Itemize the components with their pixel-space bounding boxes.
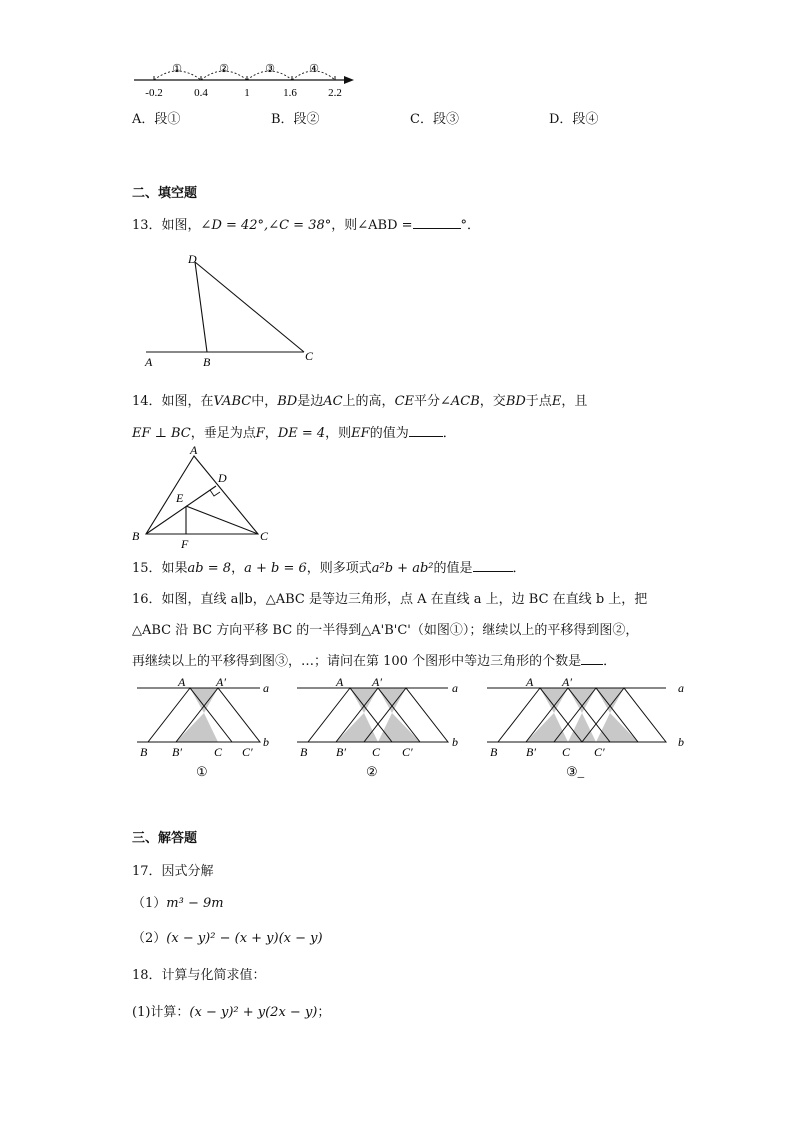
number-line-figure: [130, 58, 360, 102]
segment-label: ④: [309, 63, 319, 75]
option-d: D．段④: [549, 112, 599, 127]
label-b: B: [132, 529, 140, 543]
label-b-prime: B′: [172, 745, 182, 759]
triangle-figure-14: [130, 444, 280, 552]
label-c-prime: C′: [594, 745, 605, 759]
math: VABC: [213, 394, 252, 409]
question-17-part2: [132, 927, 323, 946]
math: F: [255, 426, 265, 441]
math: m³ − 9m: [166, 896, 224, 911]
text: ，: [231, 561, 245, 576]
translation-figure-3: [482, 675, 692, 779]
label-f: F: [181, 537, 189, 551]
q13-ask: ，则∠ABD =: [331, 218, 413, 233]
label-c: C: [562, 745, 571, 759]
text: 平分: [414, 394, 441, 409]
tick-label: 0.4: [194, 87, 208, 99]
tick-label: 1.6: [283, 87, 297, 99]
option-b: B．段②: [271, 112, 320, 127]
label-line-a: a: [678, 681, 684, 695]
text: 中，: [251, 394, 278, 409]
math: ab = 8: [187, 561, 232, 576]
text: 是边: [297, 394, 324, 409]
math: EF ⊥ BC: [132, 426, 191, 441]
label-b: B: [300, 745, 308, 759]
question-16-line3: [132, 650, 616, 669]
text: ，则多项式: [306, 561, 372, 576]
label-d: D: [188, 252, 197, 266]
label-line-a: a: [263, 681, 269, 695]
label-d: D: [218, 471, 227, 485]
section-title-fill-in: 二、填空题: [132, 186, 198, 201]
figure-caption: ①: [196, 764, 208, 779]
tick-label: -0.2: [145, 87, 163, 99]
math: (x − y)² − (x + y)(x − y): [166, 931, 323, 946]
segment-label: ②: [219, 63, 229, 75]
option-a: A．段①: [132, 112, 181, 127]
segment-label: ③: [265, 63, 275, 75]
question-14-line1: [132, 390, 587, 409]
label-c-prime: C′: [402, 745, 413, 759]
text: 的值为: [369, 426, 409, 441]
math: ∠ACB: [440, 394, 480, 409]
math: EF: [351, 426, 370, 441]
segment-label: ①: [172, 63, 182, 75]
label-b-prime: B′: [336, 745, 346, 759]
tick-label: 1: [244, 87, 250, 99]
math: BD: [505, 394, 526, 409]
question-17-title: 17．因式分解: [132, 864, 214, 879]
math: E: [551, 394, 562, 409]
label-b: B: [203, 355, 211, 369]
question-18-title: 18．计算与化简求值：: [132, 968, 266, 983]
q13-given: ∠D = 42°,∠C = 38°: [200, 218, 332, 233]
number-line-arrow: [344, 76, 354, 84]
text: ，垂足为点: [190, 426, 256, 441]
text: ．: [442, 426, 456, 441]
math: AC: [323, 394, 343, 409]
text: ，且: [561, 394, 588, 409]
text: 上的高，: [342, 394, 395, 409]
label-line-b: b: [263, 735, 269, 749]
label-line-b: b: [678, 735, 684, 749]
label-a: A: [526, 675, 534, 689]
math: (x − y)² + y(2x − y): [189, 1005, 318, 1020]
translation-figure-1: [132, 675, 282, 779]
q13-prefix: 13．如图，: [132, 218, 201, 233]
question-15: [132, 557, 526, 576]
question-14-line2: [132, 422, 456, 441]
question-16-line2: △ABC 沿 BC 方向平移 BC 的一半得到△A'B'C'（如图①）；继续以上的平移得到图②，: [132, 623, 639, 638]
answer-blank: [473, 559, 513, 572]
question-16-line1: 16．如图，直线 a∥b，△ABC 是等边三角形，点 A 在直线 a 上，边 BC 在直线 b 上，把: [132, 592, 648, 607]
question-18-part1: [132, 1001, 330, 1020]
math: BD: [277, 394, 298, 409]
label-a: A: [190, 443, 198, 457]
question-17-part1: [132, 892, 224, 911]
text: （1）: [132, 896, 167, 911]
label-c-prime: C′: [242, 745, 253, 759]
text: 的值是: [433, 561, 473, 576]
text: (1)计算：: [132, 1005, 190, 1020]
label-e: E: [176, 491, 184, 505]
question-13: [132, 214, 480, 233]
text: 于点: [525, 394, 552, 409]
option-c: C．段③: [410, 112, 459, 127]
figure-caption: ③_: [566, 764, 585, 779]
label-c: C: [214, 745, 223, 759]
math: a²b + ab²: [371, 561, 434, 576]
math: DE = 4: [277, 426, 326, 441]
triangle-figure-13: [140, 250, 330, 370]
label-b: B: [490, 745, 498, 759]
text: （2）: [132, 931, 167, 946]
text: 再继续以上的平移得到图③，…；请问在第 100 个图形中等边三角形的个数是: [132, 654, 582, 669]
label-line-a: a: [452, 681, 458, 695]
answer-blank: [581, 652, 603, 665]
label-c: C: [372, 745, 381, 759]
label-a: A: [178, 675, 186, 689]
label-b: B: [140, 745, 148, 759]
math: CE: [394, 394, 414, 409]
label-a-prime: A′: [372, 675, 382, 689]
section-title-answer: 三、解答题: [132, 831, 198, 846]
label-a: A: [336, 675, 344, 689]
label-c: C: [260, 529, 269, 543]
label-line-b: b: [452, 735, 458, 749]
text: ．: [603, 654, 617, 669]
label-a-prime: A′: [216, 675, 226, 689]
tick-label: 2.2: [328, 87, 342, 99]
text: 14．如图，在: [132, 394, 214, 409]
answer-blank: [409, 424, 443, 437]
text: ，: [264, 426, 278, 441]
math: a + b = 6: [244, 561, 307, 576]
text: ，则: [325, 426, 352, 441]
figure-caption: ②: [366, 764, 378, 779]
text: ．: [512, 561, 526, 576]
label-a: A: [145, 355, 153, 369]
text: ；: [317, 1005, 331, 1020]
label-b-prime: B′: [526, 745, 536, 759]
label-c: C: [305, 349, 314, 363]
translation-figure-2: [292, 675, 472, 779]
answer-blank: [413, 216, 461, 229]
label-a-prime: A′: [562, 675, 572, 689]
q13-tail: °．: [460, 218, 481, 233]
text: ，交: [479, 394, 506, 409]
text: 15．如果: [132, 561, 188, 576]
